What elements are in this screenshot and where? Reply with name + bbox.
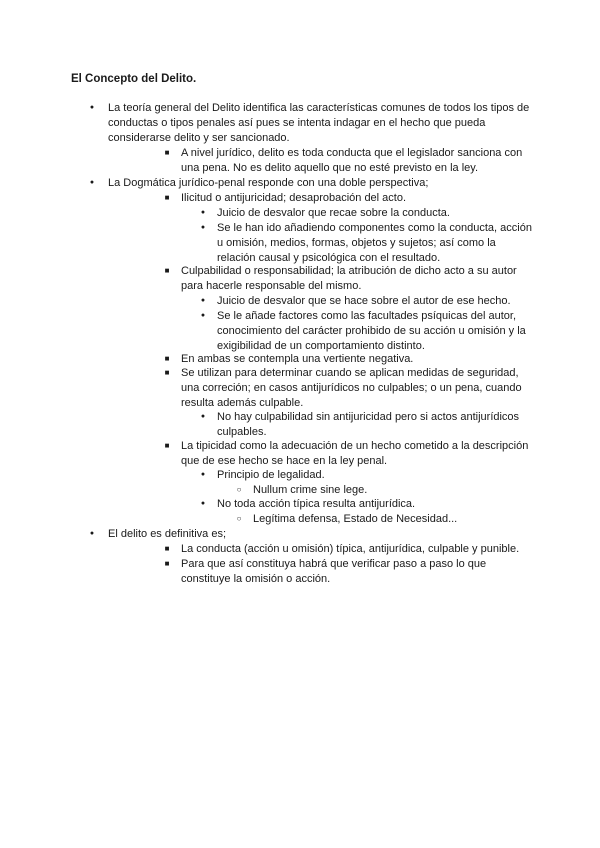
bullet-square-icon: [162, 542, 172, 557]
bullet-disc-icon: [198, 206, 208, 222]
bullet-disc-icon: [198, 410, 208, 426]
list-item: La conducta (acción u omisión) típica, antijurídica, culpable y punible.: [181, 543, 520, 555]
list-item: Principio de legalidad.: [217, 469, 325, 481]
bullet-disc-icon: [198, 497, 208, 513]
list-item: Culpabilidad o responsabilidad; la atribución de dicho acto a su autor para hacerle responsable del mismo.: [181, 265, 517, 293]
bullet-disc-icon: [198, 221, 208, 237]
list-item: La tipicidad como la adecuación de un hecho cometido a la descripción que de ese hecho se hace en la ley penal.: [181, 440, 529, 468]
list-item: La teoría general del Delito identifica las características comunes de todos los tipos de conductas o tipos penales así pues se intenta indagar en el hecho que pueda considerarse delito y ser sancionado.: [108, 102, 530, 145]
list-item: El delito es definitiva es;: [108, 528, 227, 540]
list-item: Nullum crime sine lege.: [253, 484, 368, 496]
bullet-disc-icon: [198, 309, 208, 325]
bullet-square-icon: [162, 264, 172, 279]
list-item: Se le añade factores como las facultades psíquicas del autor, conocimiento del carácter prohibido de su acción u omisión y la exigibilidad de un comportamiento distinto.: [217, 310, 526, 353]
list-item: Se utilizan para determinar cuando se aplican medidas de seguridad, una correción; en casos antijurídicos no culpables; o un pena, cuando resulta además culpable.: [181, 367, 522, 410]
list-item: La Dogmática jurídico-penal responde con una doble perspectiva;: [108, 177, 429, 189]
bullet-square-icon: [162, 191, 172, 206]
list-item: No toda acción típica resulta antijurídica.: [217, 498, 416, 510]
list-item: Para que así constituya habrá que verificar paso a paso lo que constituye la omisión o acción.: [181, 558, 487, 586]
bullet-square-icon: [162, 557, 172, 572]
document-title: El Concepto del Delito.: [71, 73, 197, 85]
list-item: Juicio de desvalor que se hace sobre el autor de ese hecho.: [217, 295, 511, 307]
list-item: A nivel jurídico, delito es toda conducta que el legislador sanciona con una pena. No es delito aquello que no esté previsto en la ley.: [181, 147, 523, 175]
list-item: Legítima defensa, Estado de Necesidad...: [253, 513, 458, 525]
list-item: En ambas se contempla una vertiente negativa.: [181, 353, 414, 365]
list-item: Juicio de desvalor que recae sobre la conducta.: [217, 207, 450, 219]
bullet-disc-icon: [87, 176, 97, 192]
bullet-square-icon: [162, 366, 172, 381]
bullet-disc-icon: [198, 468, 208, 484]
bullet-square-icon: [162, 352, 172, 367]
bullet-circle-icon: [234, 512, 244, 527]
list-item: Se le han ido añadiendo componentes como la conducta, acción u omisión, medios, formas, objetos y sujetos; así como la relación causal y psicológica con el resultado.: [217, 222, 532, 265]
list-item: No hay culpabilidad sin antijuricidad pero si actos antijurídicos culpables.: [217, 411, 520, 439]
bullet-disc-icon: [198, 294, 208, 310]
bullet-circle-icon: [234, 483, 244, 498]
bullet-square-icon: [162, 146, 172, 161]
list-item: Ilicitud o antijuricidad; desaprobación del acto.: [181, 192, 407, 204]
bullet-disc-icon: [87, 101, 97, 117]
bullet-square-icon: [162, 439, 172, 454]
bullet-disc-icon: [87, 527, 97, 543]
